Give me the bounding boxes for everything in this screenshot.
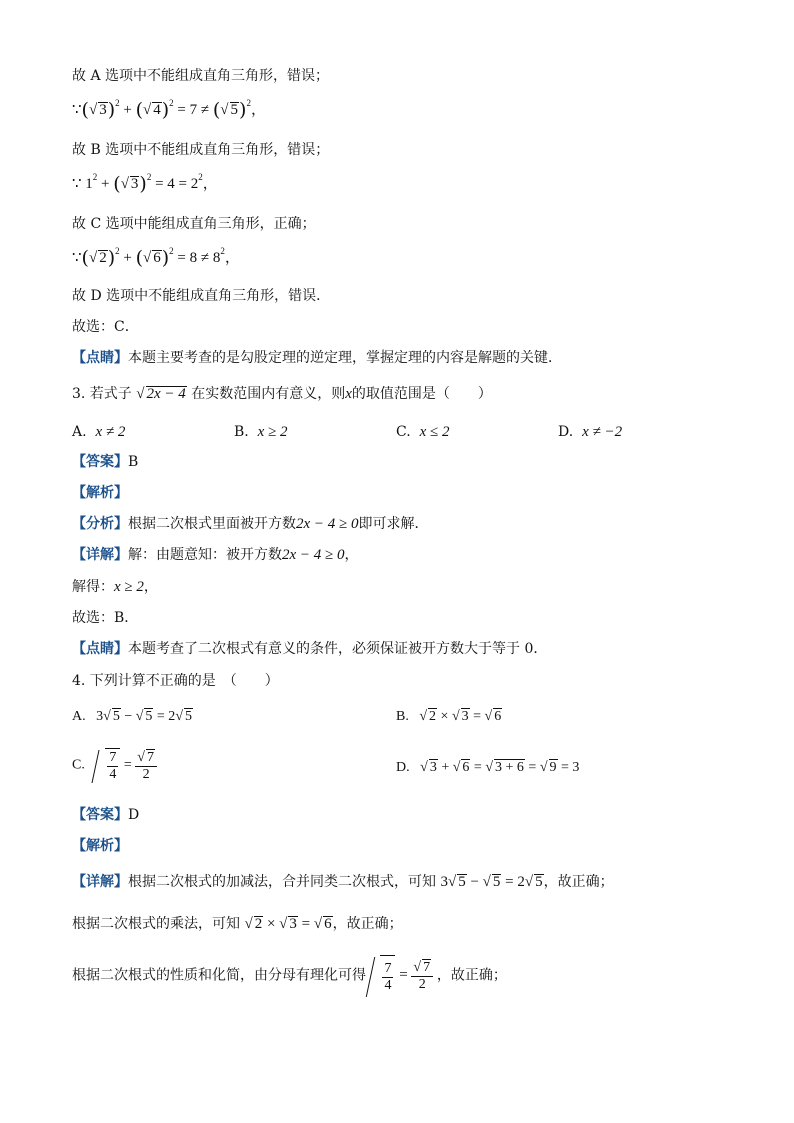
equation-line: ∵ $1^2$ + (√ $3)^2 = 4 = 2^2$， <box>72 172 218 195</box>
q4-option-b: B. √ 2 × √ 3 = √ 6 <box>396 709 502 724</box>
dianjing-tag: 【点睛】 <box>72 641 128 657</box>
answer-tag: 【答案】 <box>72 454 128 470</box>
q4-detail-1: 【详解】根据二次根式的加减法，合并同类二次根式，可知 3√ 5 − √ 5 = 2√ 5，故正确； <box>72 874 614 890</box>
q4-option-c: C. $\frac{7}{4}$ = $\frac{√ 7}{2}$ <box>72 748 157 783</box>
question-3-stem: 3. 若式子 √ 2x − 4 在实数范围内有意义，则x的取值范围是（ ） <box>72 386 492 402</box>
q3-option-c: C. x ≤ 2 <box>396 424 450 440</box>
dianjing-tag: 【点睛】 <box>72 350 128 366</box>
q3-dianjing: 【点睛】本题考查了二次根式有意义的条件，必须保证被开方数大于等于 0． <box>72 641 548 657</box>
q4-option-a: A. 3√ 5 − √ 5 = 2√ 5 <box>72 709 192 724</box>
detail-tag: 【详解】 <box>72 547 128 563</box>
q3-analysis-tag: 【解析】 <box>72 485 128 501</box>
text-line: 故 A 选项中不能组成直角三角形，错误； <box>72 68 330 84</box>
q3-fenxi: 【分析】根据二次根式里面被开方数2x − 4 ≥ 0即可求解． <box>72 516 429 532</box>
q3-solve: 解得：x ≥ 2， <box>72 579 158 595</box>
q3-detail: 【详解】解：由题意知：被开方数2x − 4 ≥ 0， <box>72 547 359 563</box>
q3-option-b: B. x ≥ 2 <box>234 424 288 440</box>
text-line: 故 B 选项中不能组成直角三角形，错误； <box>72 142 330 158</box>
detail-tag: 【详解】 <box>72 874 128 890</box>
fenxi-tag: 【分析】 <box>72 516 128 532</box>
answer-tag: 【答案】 <box>72 807 128 823</box>
q3-answer: 【答案】B <box>72 454 139 470</box>
q4-analysis-tag: 【解析】 <box>72 838 128 854</box>
q3-option-d: D. x ≠ −2 <box>558 424 623 440</box>
q3-choose: 故选：B． <box>72 610 139 626</box>
q4-option-d: D. √ 3 + √ 6 = √ 3 + 6 = √ 9 = 3 <box>396 760 580 775</box>
text-line: 故 C 选项中能组成直角三角形，正确； <box>72 216 316 232</box>
equation-line: ∵(√ 3)$^2$ + (√ 4)$^2$ = 7 ≠ (√ 5)$^2$， <box>72 98 266 121</box>
dianjing-line: 【点睛】本题主要考查的是勾股定理的逆定理，掌握定理的内容是解题的关键． <box>72 350 562 366</box>
q4-answer: 【答案】D <box>72 807 140 823</box>
text-line: 故 D 选项中不能组成直角三角形，错误． <box>72 288 331 304</box>
equation-line: ∵(√ 2)$^2$ + (√ $6)^2 = 8 \ne 8^2$， <box>72 246 240 269</box>
text-line: 故选：C． <box>72 319 139 335</box>
q4-detail-3: 根据二次根式的性质和化简，由分母有理化可得 $\frac{7}{4}$ = $\frac{√ 7}{2}$ ，故正确； <box>72 955 507 997</box>
q4-detail-2: 根据二次根式的乘法，可知 √ 2 × √ 3 = √ 6，故正确； <box>72 916 403 932</box>
q3-option-a: A. x ≠ 2 <box>72 424 126 440</box>
question-4-stem: 4. 下列计算不正确的是 （ ） <box>72 673 279 689</box>
